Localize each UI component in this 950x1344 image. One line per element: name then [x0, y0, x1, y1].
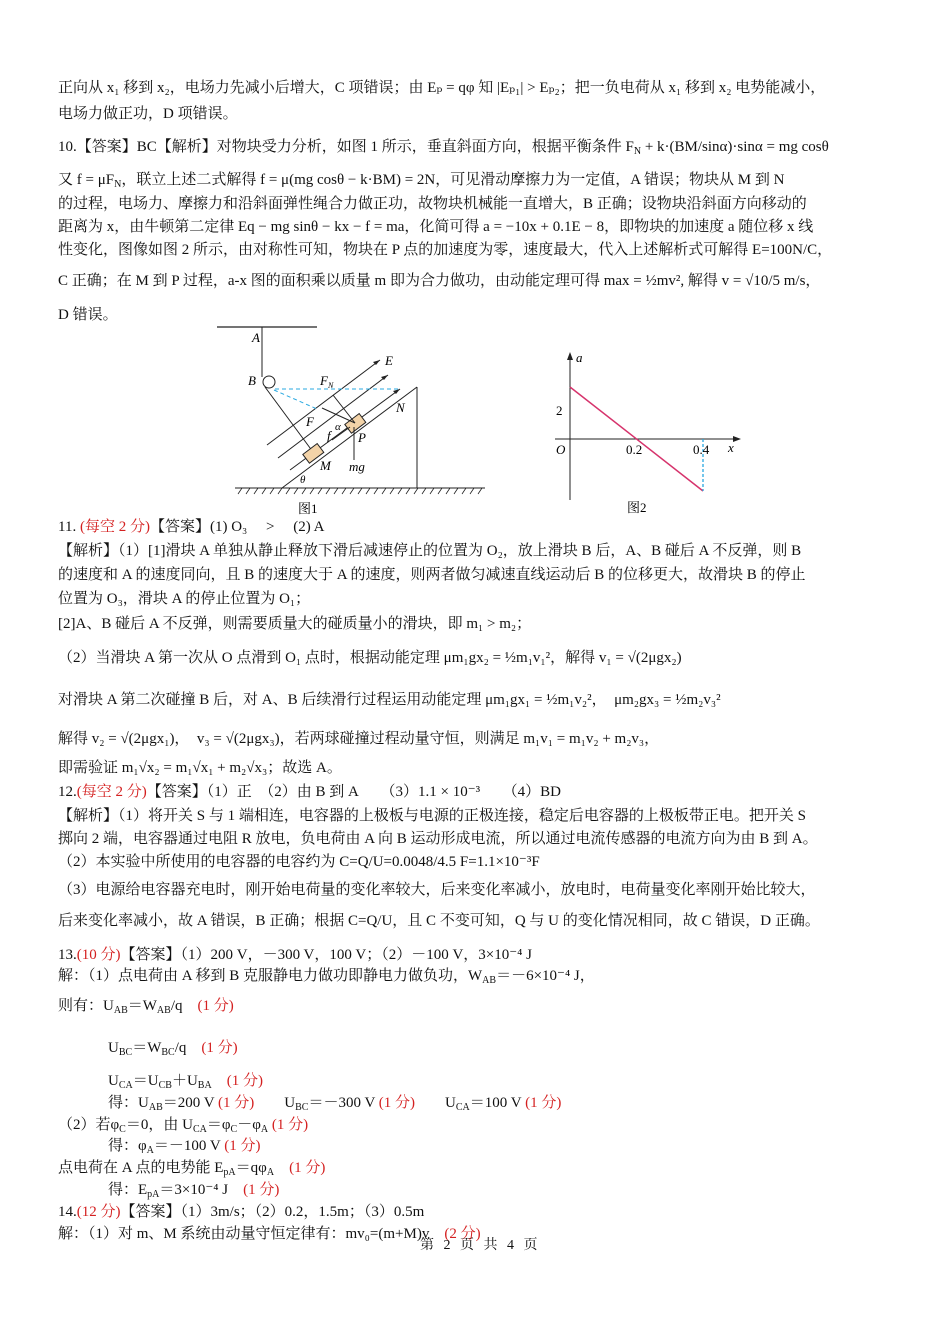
text-line	[58, 758, 342, 778]
text-segment: 的速度和 A 的速度同向，且 B 的速度大于 A 的速度，则两者做匀减速直线运动后 B 的位移更大，故滑块 B 的停止	[58, 567, 806, 583]
label-friction: f	[327, 428, 331, 443]
text-segment: BA	[197, 1080, 212, 1091]
text-segment: 对滑块 A 第二次碰撞 B 后，对 A、B 后续滑行过程运用动能定理 μm₁gx₁ = ½m₁v₂²， μm₂gx₃ = ½m₂v₃²	[58, 692, 721, 708]
text-segment: CA	[118, 1080, 133, 1091]
text-segment: 正向从 x₁ 移到 x₂，电场力先减小后增大，C 项错误；由 Eₚ = qφ 知 |Eₚ₁| > Eₚ₂；把一负电荷从 x₁ 移到 x₂ 电势能减小，	[58, 80, 826, 96]
figure-1-caption: 图1	[298, 501, 318, 516]
score-note: (1 分)	[224, 1138, 261, 1154]
text-segment: /q	[174, 1040, 202, 1056]
text-segment: /q	[170, 998, 198, 1014]
score-note: (1 分)	[201, 1040, 238, 1056]
text-segment: ＝W	[132, 1040, 162, 1056]
label-f: F	[306, 414, 314, 429]
text-segment: （2）若φ	[58, 1117, 120, 1133]
text-line	[58, 217, 813, 237]
text-segment: 得：U	[108, 1095, 149, 1111]
text-segment: C	[119, 1124, 126, 1135]
text-segment: 则有：U	[58, 998, 114, 1014]
text-segment: 解得 v₂ = √(2μgx₁)， v₃ = √(2μgx₃)，若两球碰撞过程动量守恒，则满足 m₁v₁ = m₁v₂ + m₂v₃，	[58, 731, 660, 747]
y-tick-label: 2	[556, 403, 563, 418]
text-segment: CA	[192, 1124, 207, 1135]
y-axis-arrow	[567, 352, 573, 360]
text-line	[58, 880, 816, 900]
text-segment: [2]A、B 碰后 A 不反弹，则需要质量大的碰质量小的滑块，即 m₁ > m₂；	[58, 616, 532, 632]
origin-label: O	[556, 442, 566, 457]
text-segment: ＝φ	[206, 1117, 231, 1133]
text-segment: ＝200 V	[162, 1095, 219, 1111]
text-segment: BC	[295, 1102, 309, 1113]
text-segment: 13.	[58, 947, 77, 963]
text-segment: 的过程，电场力、摩擦力和沿斜面弹性绳合力做正功，故物块机械能一直增大，B 正确；设物块沿斜面方向移动的	[58, 196, 807, 212]
text-segment: ＝0，由 U	[125, 1117, 193, 1133]
text-segment: + k·(BM/sinα)·sinα = mg cosθ	[641, 139, 829, 155]
text-line	[58, 565, 806, 585]
text-line	[108, 1038, 238, 1063]
score-note: (1 分)	[525, 1095, 562, 1111]
label-alpha: α	[335, 421, 341, 433]
text-line	[58, 852, 540, 872]
text-segment: （2）当滑块 A 第一次从 O 点滑到 O₁ 点时，根据动能定理 μm₁gx₂ = ½m₁v₁²，解得 v₁ = √(2μgx₂)	[58, 650, 682, 666]
x-axis-label: x	[728, 440, 734, 455]
text-segment: N	[633, 146, 642, 157]
text-segment: AB	[113, 1005, 128, 1016]
text-segment	[274, 1160, 289, 1176]
text-segment: －φ	[237, 1117, 261, 1133]
text-line	[58, 614, 531, 634]
label-e: E	[385, 353, 393, 368]
text-line	[58, 271, 820, 291]
text-line	[58, 589, 310, 609]
text-segment: 距离为 x，由牛顿第二定律 Eq − mg sinθ − kx − f = ma，化简可得 a = −10x + 0.1E − 8，即物块的加速度 a 随位移 x 线	[58, 219, 814, 235]
text-line	[58, 194, 807, 214]
text-segment: ＝W	[127, 998, 157, 1014]
text-segment: 【答案】（1）200 V，－300 V，100 V；（2）－100 V，3×10⁻⁴ J	[120, 947, 532, 963]
text-segment: pA	[223, 1167, 236, 1178]
text-line	[58, 829, 818, 849]
text-segment: N	[114, 179, 122, 190]
text-line	[58, 541, 801, 561]
score-note: (12 分)	[76, 1204, 121, 1220]
text-segment: ＝100 V	[469, 1095, 526, 1111]
text-segment: 掷向 2 端，电容器通过电阻 R 放电，负电荷由 A 向 B 运动形成电流，所以通过电流传感器的电流方向为由 B 到 A。	[58, 831, 818, 847]
text-segment: 解：（1）对 m、M 系统由动量守恒定律有：mv₀=(m+M)v	[58, 1226, 445, 1242]
score-note: (1 分)	[197, 998, 234, 1014]
text-segment: pA	[147, 1189, 160, 1200]
text-line	[58, 240, 832, 260]
score-note: (10 分)	[76, 947, 121, 963]
score-note: (每空 2 分)	[76, 784, 147, 800]
text-segment: 点电荷在 A 点的电势能 E	[58, 1160, 224, 1176]
text-line	[58, 729, 659, 749]
label-p: P	[358, 430, 366, 445]
score-note: (1 分)	[243, 1182, 280, 1198]
text-segment: C	[230, 1124, 238, 1135]
score-note: (2 分)	[444, 1226, 481, 1242]
text-line	[58, 78, 825, 98]
text-segment: （3）电源给电容器充电时，刚开始电荷量的变化率较大，后来变化率减小，放电时，电荷量变化率刚开始比较大，	[58, 882, 816, 898]
text-segment: ＝－300 V	[308, 1095, 379, 1111]
text-segment: U	[254, 1095, 296, 1111]
y-axis-label: a	[576, 350, 583, 365]
score-note: (1 分)	[289, 1160, 326, 1176]
text-segment: ＝qφ	[235, 1160, 267, 1176]
text-line	[58, 305, 118, 325]
x-tick-label: 0.4	[693, 442, 710, 457]
text-segment: 得：φ	[108, 1138, 147, 1154]
text-segment: 【解析】（1）[1]滑块 A 单独从静止释放下滑后减速停止的位置为 O₂，放上滑块 B 后，A、B 碰后 A 不反弹，则 B	[58, 543, 802, 559]
arrow-fn	[333, 395, 355, 423]
dashed-bf	[274, 390, 317, 409]
text-segment: 位置为 O₃，滑块 A 的停止位置为 O₁；	[58, 591, 311, 607]
text-line	[58, 137, 829, 162]
text-segment: BC	[161, 1047, 175, 1058]
score-note: (1 分)	[378, 1095, 416, 1111]
text-segment: 【答案】（1）3m/s；（2）0.2，1.5m；（3）0.5m	[120, 1204, 425, 1220]
text-segment: 11.	[58, 519, 80, 535]
text-segment: 得：E	[108, 1182, 148, 1198]
label-b: B	[248, 373, 256, 388]
score-note: (1 分)	[218, 1095, 255, 1111]
text-segment: D 错误。	[58, 307, 118, 323]
text-segment: ＝3×10⁻⁴ J	[159, 1182, 244, 1198]
text-segment: 电场力做正功，D 项错误。	[58, 106, 238, 122]
text-line	[58, 966, 595, 991]
score-note: (每空 2 分)	[79, 519, 150, 535]
x-tick-label: 0.2	[626, 442, 643, 457]
text-line	[58, 782, 561, 802]
label-mg: mg	[349, 459, 365, 474]
page-footer: 第 2 页 共 4 页	[420, 1238, 541, 1253]
text-segment: AB	[148, 1102, 163, 1113]
text-line	[58, 911, 820, 931]
text-segment: U	[415, 1095, 456, 1111]
text-segment: AB	[156, 1005, 171, 1016]
text-line	[58, 170, 784, 195]
text-segment: U	[108, 1040, 119, 1056]
text-segment: A	[260, 1124, 269, 1135]
text-line	[58, 996, 234, 1021]
text-segment: 【答案】（1）正 （2）由 B 到 A （3）1.1 × 10⁻³ （4）BD	[146, 784, 561, 800]
text-segment: ＝U	[132, 1073, 159, 1089]
text-segment: CA	[455, 1102, 470, 1113]
text-segment	[212, 1073, 227, 1089]
text-segment: A	[266, 1167, 275, 1178]
text-segment: 即需验证 m₁√x₂ = m₁√x₁ + m₂√x₃；故选 A。	[58, 760, 342, 776]
text-segment: 又 f = μF	[58, 172, 115, 188]
text-segment: ＋U	[171, 1073, 198, 1089]
ground-hatch	[238, 488, 482, 494]
text-segment: A	[146, 1145, 154, 1156]
text-line	[58, 1224, 481, 1244]
text-line	[58, 517, 324, 537]
label-fn: $F_N$	[320, 373, 334, 390]
text-segment: 12.	[58, 784, 77, 800]
figure-1-incline-diagram	[210, 320, 500, 520]
label-a: A	[252, 330, 260, 345]
text-segment: 解：（1）点电荷由 A 移到 B 克服静电力做功即静电力做负功，W	[58, 968, 483, 984]
text-line	[58, 945, 532, 965]
text-segment: BC	[118, 1047, 133, 1058]
text-segment: 【解析】（1）将开关 S 与 1 端相连，电容器的上极板与电源的正极连接，稳定后电容器的上极板带正电。把开关 S	[58, 808, 806, 824]
text-line	[58, 648, 682, 668]
text-segment: 【答案】(1) O₃ > (2) A	[149, 519, 325, 535]
text-segment: 14.	[58, 1204, 77, 1220]
text-line	[58, 1202, 424, 1222]
text-segment: ＝－100 V	[153, 1138, 225, 1154]
text-segment: 性变化，图像如图 2 所示，由对称性可知，物块在 P 点的加速度为零，速度最大，代入上述解析式可解得 E=100N/C，	[58, 242, 833, 258]
text-segment: CB	[158, 1080, 172, 1091]
text-segment: 10.【答案】BC【解析】对物块受力分析，如图 1 所示，垂直斜面方向，根据平衡条件 F	[58, 139, 634, 155]
label-m: M	[320, 458, 331, 473]
label-n: N	[396, 400, 405, 415]
text-segment: AB	[482, 975, 497, 986]
text-line	[58, 690, 721, 710]
text-segment: （2）本实验中所使用的电容器的电容约为 C=Q/U=0.0048/4.5 F=1.1×10⁻³F	[58, 854, 540, 870]
x-axis-arrow	[733, 436, 741, 442]
figure-2-a-x-graph	[540, 340, 750, 520]
text-segment: ＝－6×10⁻⁴ J，	[496, 968, 595, 984]
text-segment: 后来变化率减小，故 A 错误，B 正确；根据 C=Q/U，且 C 不变可知，Q 与 U 的变化情况相同，故 C 错误，D 正确。	[58, 913, 820, 929]
figure-2-caption: 图2	[627, 500, 647, 515]
text-segment: C 正确；在 M 到 P 过程，a-x 图的面积乘以质量 m 即为合力做功，由动能定理可得 max = ½mv², 解得 v = √10/5 m/s，	[58, 273, 821, 289]
score-note: (1 分)	[226, 1073, 263, 1089]
pulley	[263, 376, 275, 388]
text-line	[58, 806, 806, 826]
text-segment: U	[108, 1073, 119, 1089]
text-line	[58, 104, 238, 124]
text-segment: ，联立上述二式解得 f = μ(mg cosθ − k·BM) = 2N，可见滑动摩擦力为一定值，A 错误；物块从 M 到 N	[121, 172, 785, 188]
label-theta: θ	[300, 474, 306, 486]
score-note: (1 分)	[271, 1117, 309, 1133]
